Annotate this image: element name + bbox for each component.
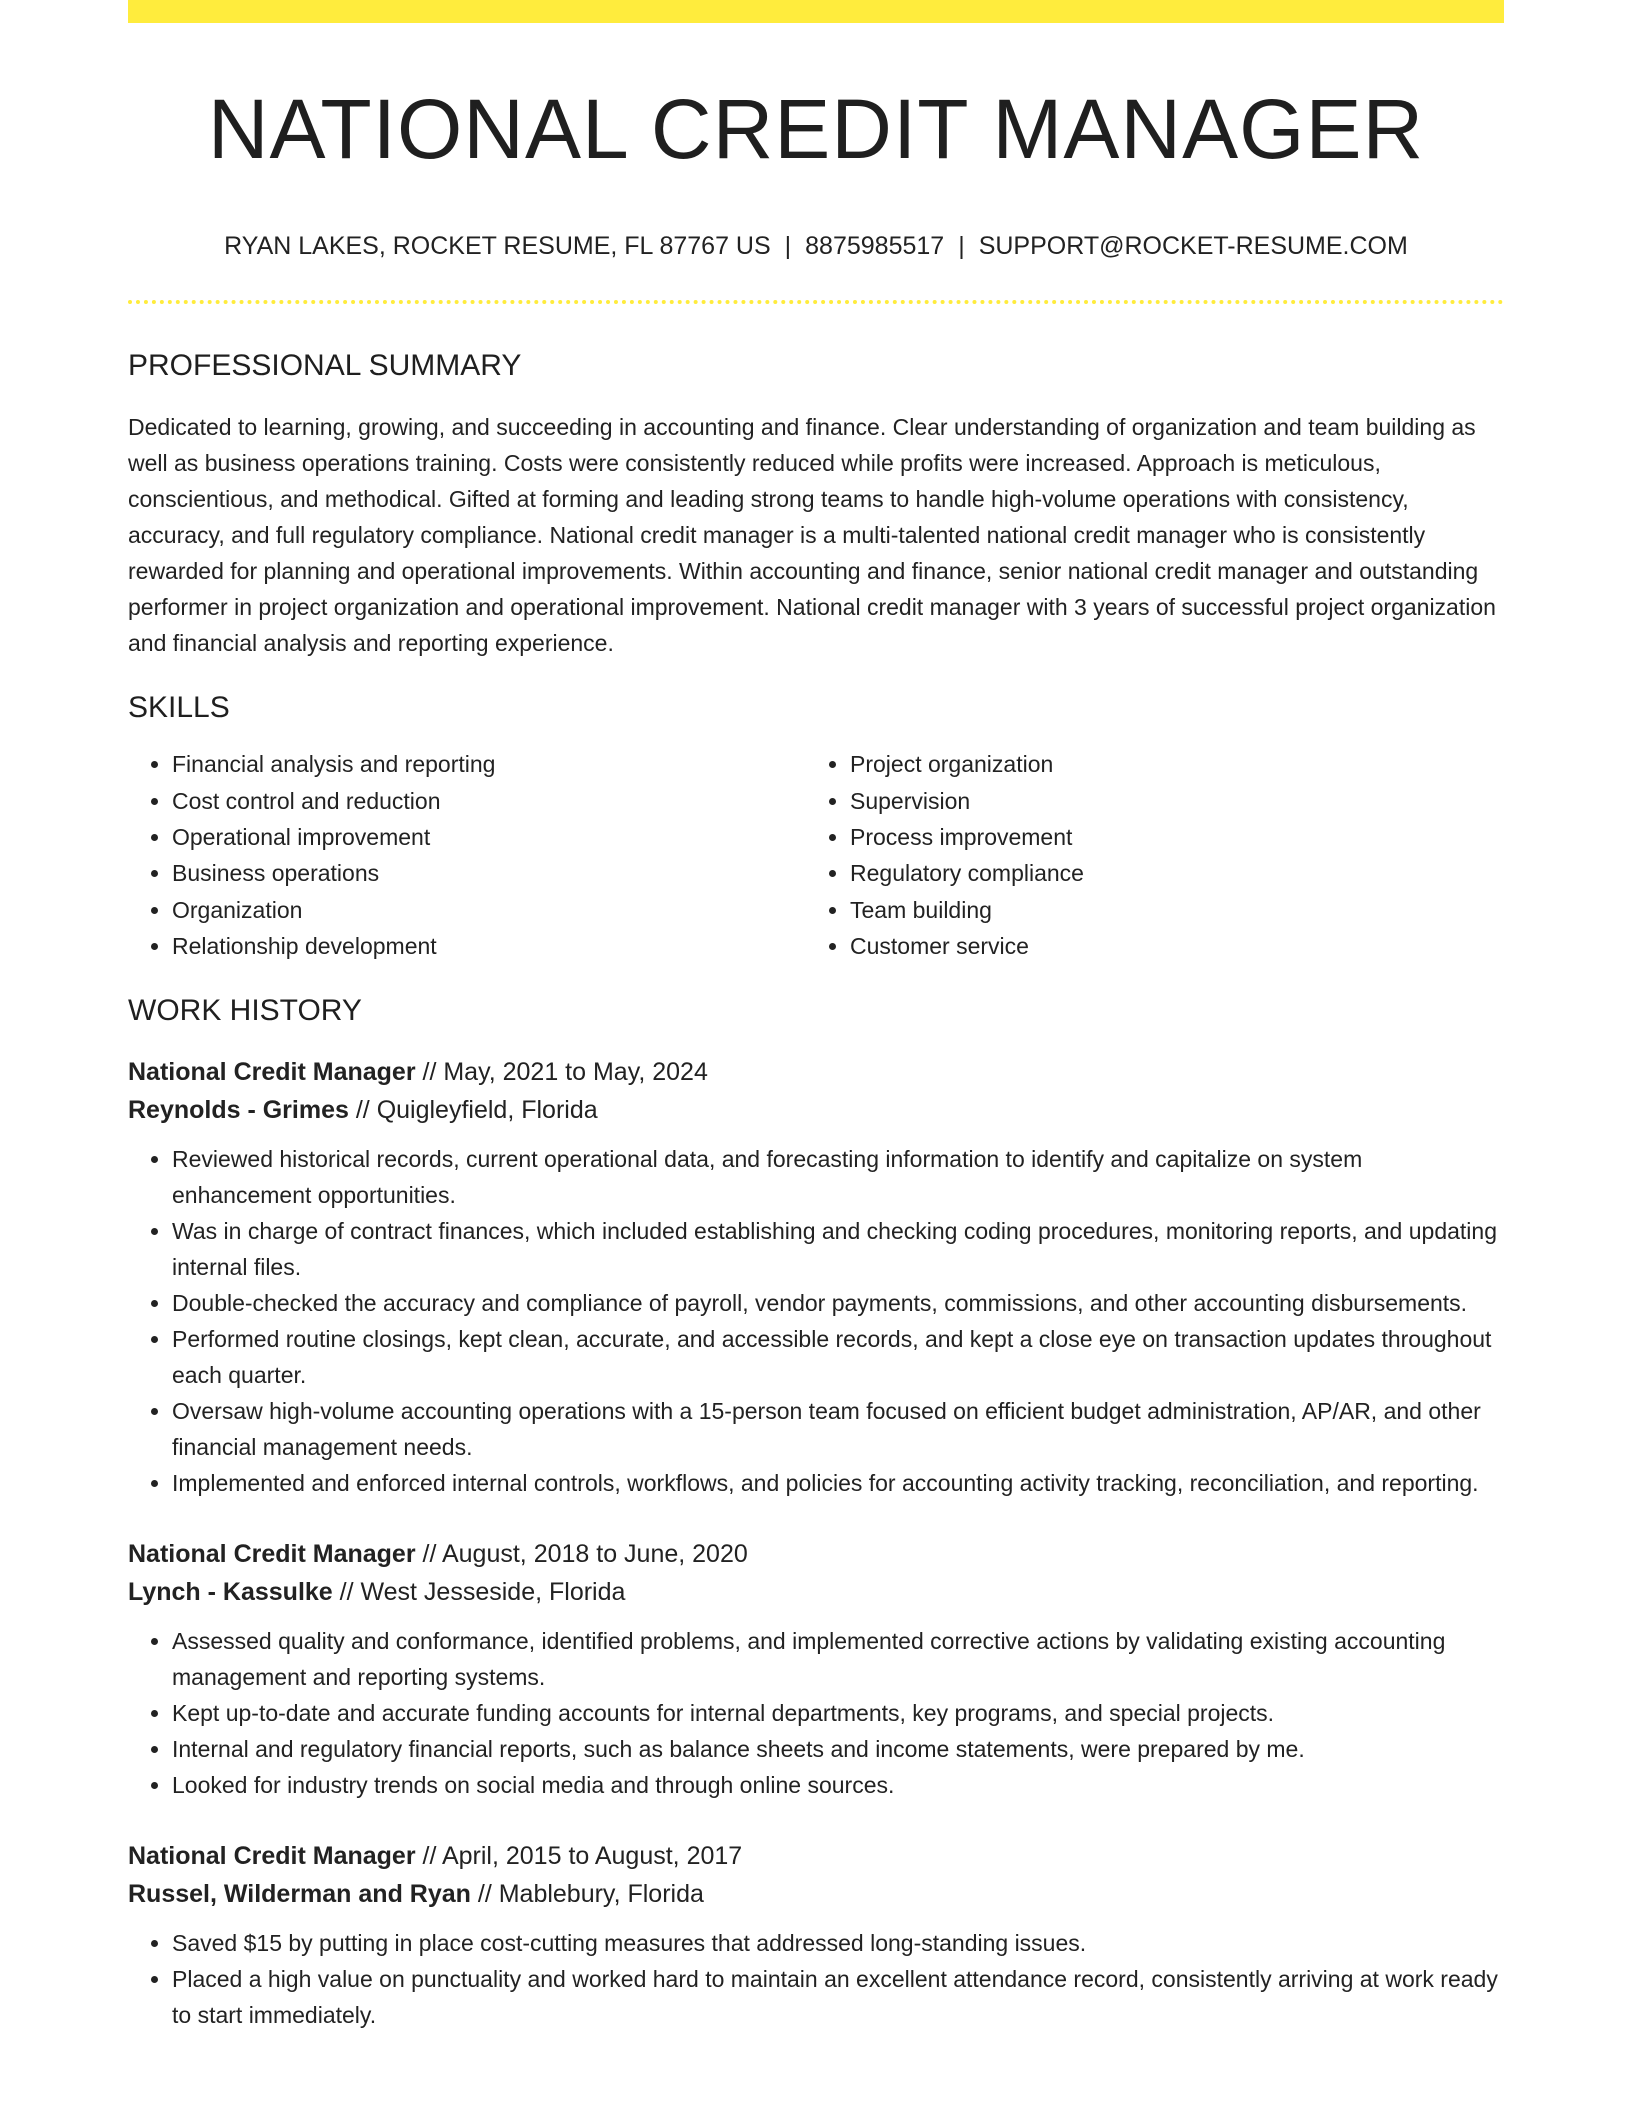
contact-line bbox=[128, 230, 1504, 262]
skills-left-list bbox=[128, 746, 806, 964]
job-title: National Credit Manager bbox=[128, 1057, 416, 1086]
job-bullet: • Reviewed historical records, current operational data, and forecasting information to identify and capitalize on system enhancement opportunities. bbox=[172, 1141, 1504, 1213]
job-bullet: • Internal and regulatory financial reports, such as balance sheets and income statements, were prepared by me. bbox=[172, 1731, 1504, 1767]
job-entry bbox=[128, 1053, 1504, 1501]
job-title: National Credit Manager bbox=[128, 1539, 416, 1568]
skill-item: • Relationship development bbox=[172, 928, 806, 964]
resume-name-title: NATIONAL CREDIT MANAGER bbox=[207, 82, 1425, 176]
job-location: // Quigleyfield, Florida bbox=[355, 1095, 598, 1124]
job-entry bbox=[128, 1837, 1504, 2033]
job-entry bbox=[128, 1535, 1504, 1803]
job-title: National Credit Manager bbox=[128, 1841, 416, 1870]
job-company: Lynch - Kassulke bbox=[128, 1577, 333, 1606]
skill-item: • Team building bbox=[850, 892, 1484, 928]
contact-email: SUPPORT@ROCKET-RESUME.COM bbox=[978, 232, 1408, 261]
skill-item: • Organization bbox=[172, 892, 806, 928]
job-bullets bbox=[128, 1925, 1504, 2033]
skill-item: • Cost control and reduction bbox=[172, 783, 806, 819]
dotted-divider bbox=[128, 300, 1504, 304]
job-company: Reynolds - Grimes bbox=[128, 1095, 349, 1124]
job-dates: // August, 2018 to June, 2020 bbox=[422, 1539, 748, 1568]
skill-item: • Customer service bbox=[850, 928, 1484, 964]
resume-page bbox=[128, 0, 1504, 2033]
job-bullet: • Looked for industry trends on social media and through online sources. bbox=[172, 1767, 1504, 1803]
job-bullet: • Was in charge of contract finances, which included establishing and checking coding procedures, monitoring reports, and updating internal files. bbox=[172, 1213, 1504, 1285]
job-location: // West Jesseside, Florida bbox=[339, 1577, 626, 1606]
skill-item: • Project organization bbox=[850, 746, 1484, 782]
skill-item: • Process improvement bbox=[850, 819, 1484, 855]
job-dates: // April, 2015 to August, 2017 bbox=[422, 1841, 743, 1870]
skill-item: • Business operations bbox=[172, 855, 806, 891]
job-bullet: • Performed routine closings, kept clean, accurate, and accessible records, and kept a close eye on transaction updates throughout each quarter. bbox=[172, 1321, 1504, 1393]
job-bullet: • Saved $15 by putting in place cost-cutting measures that addressed long-standing issues. bbox=[172, 1925, 1504, 1961]
job-bullet: • Assessed quality and conformance, identified problems, and implemented corrective actions by validating existing accounting management and reporting systems. bbox=[172, 1623, 1504, 1695]
skills-right-list bbox=[806, 746, 1484, 964]
job-bullet: • Oversaw high-volume accounting operations with a 15-person team focused on efficient budget administration, AP/AR, and other financial management needs. bbox=[172, 1393, 1504, 1465]
job-bullet: • Double-checked the accuracy and compliance of payroll, vendor payments, commissions, and other accounting disbursements. bbox=[172, 1285, 1504, 1321]
skill-item: • Regulatory compliance bbox=[850, 855, 1484, 891]
job-bullet: • Kept up-to-date and accurate funding accounts for internal departments, key programs, and special projects. bbox=[172, 1695, 1504, 1731]
contact-separator: | bbox=[784, 232, 792, 261]
contact-address: RYAN LAKES, ROCKET RESUME, FL 87767 US bbox=[224, 232, 771, 261]
contact-separator: | bbox=[958, 232, 965, 261]
job-title-line bbox=[128, 1837, 1504, 1875]
job-bullets bbox=[128, 1623, 1504, 1803]
work-history-heading: WORK HISTORY bbox=[128, 993, 362, 1027]
job-location: // Mablebury, Florida bbox=[477, 1879, 704, 1908]
summary-heading: PROFESSIONAL SUMMARY bbox=[128, 349, 522, 383]
job-company: Russel, Wilderman and Ryan bbox=[128, 1879, 471, 1908]
job-dates: // May, 2021 to May, 2024 bbox=[422, 1057, 708, 1086]
job-company-line bbox=[128, 1875, 1504, 1913]
skills-heading: SKILLS bbox=[128, 691, 230, 725]
job-title-line bbox=[128, 1053, 1504, 1091]
job-bullets bbox=[128, 1141, 1504, 1501]
skills-columns bbox=[128, 746, 1504, 964]
accent-top-bar bbox=[128, 0, 1504, 23]
job-bullet: • Placed a high value on punctuality and worked hard to maintain an excellent attendance record, consistently arriving at work ready to start immediately. bbox=[172, 1961, 1504, 2033]
job-title-line bbox=[128, 1535, 1504, 1573]
job-company-line bbox=[128, 1573, 1504, 1611]
contact-phone: 8875985517 bbox=[805, 232, 945, 261]
skill-item: • Financial analysis and reporting bbox=[172, 746, 806, 782]
job-bullet: • Implemented and enforced internal controls, workflows, and policies for accounting activity tracking, reconciliation, and reporting. bbox=[172, 1465, 1504, 1501]
job-company-line bbox=[128, 1091, 1504, 1129]
skill-item: • Supervision bbox=[850, 783, 1484, 819]
skill-item: • Operational improvement bbox=[172, 819, 806, 855]
summary-paragraph: Dedicated to learning, growing, and succeeding in accounting and finance. Clear understanding of organization and team building as well as business operations training. Costs were consistently reduced while profits were increased. Approach is meticulous, conscientious, and methodical. Gifted at forming and leading strong teams to handle high-volume operations with consistency, accuracy, and full regulatory compliance. National credit manager is a multi-talented national credit manager who is consistently rewarded for planning and operational improvements. Within accounting and finance, senior national credit manager and outstanding performer in project organization and operational improvement. National credit manager with 3 years of successful project organization and financial analysis and reporting experience. bbox=[128, 414, 1496, 657]
